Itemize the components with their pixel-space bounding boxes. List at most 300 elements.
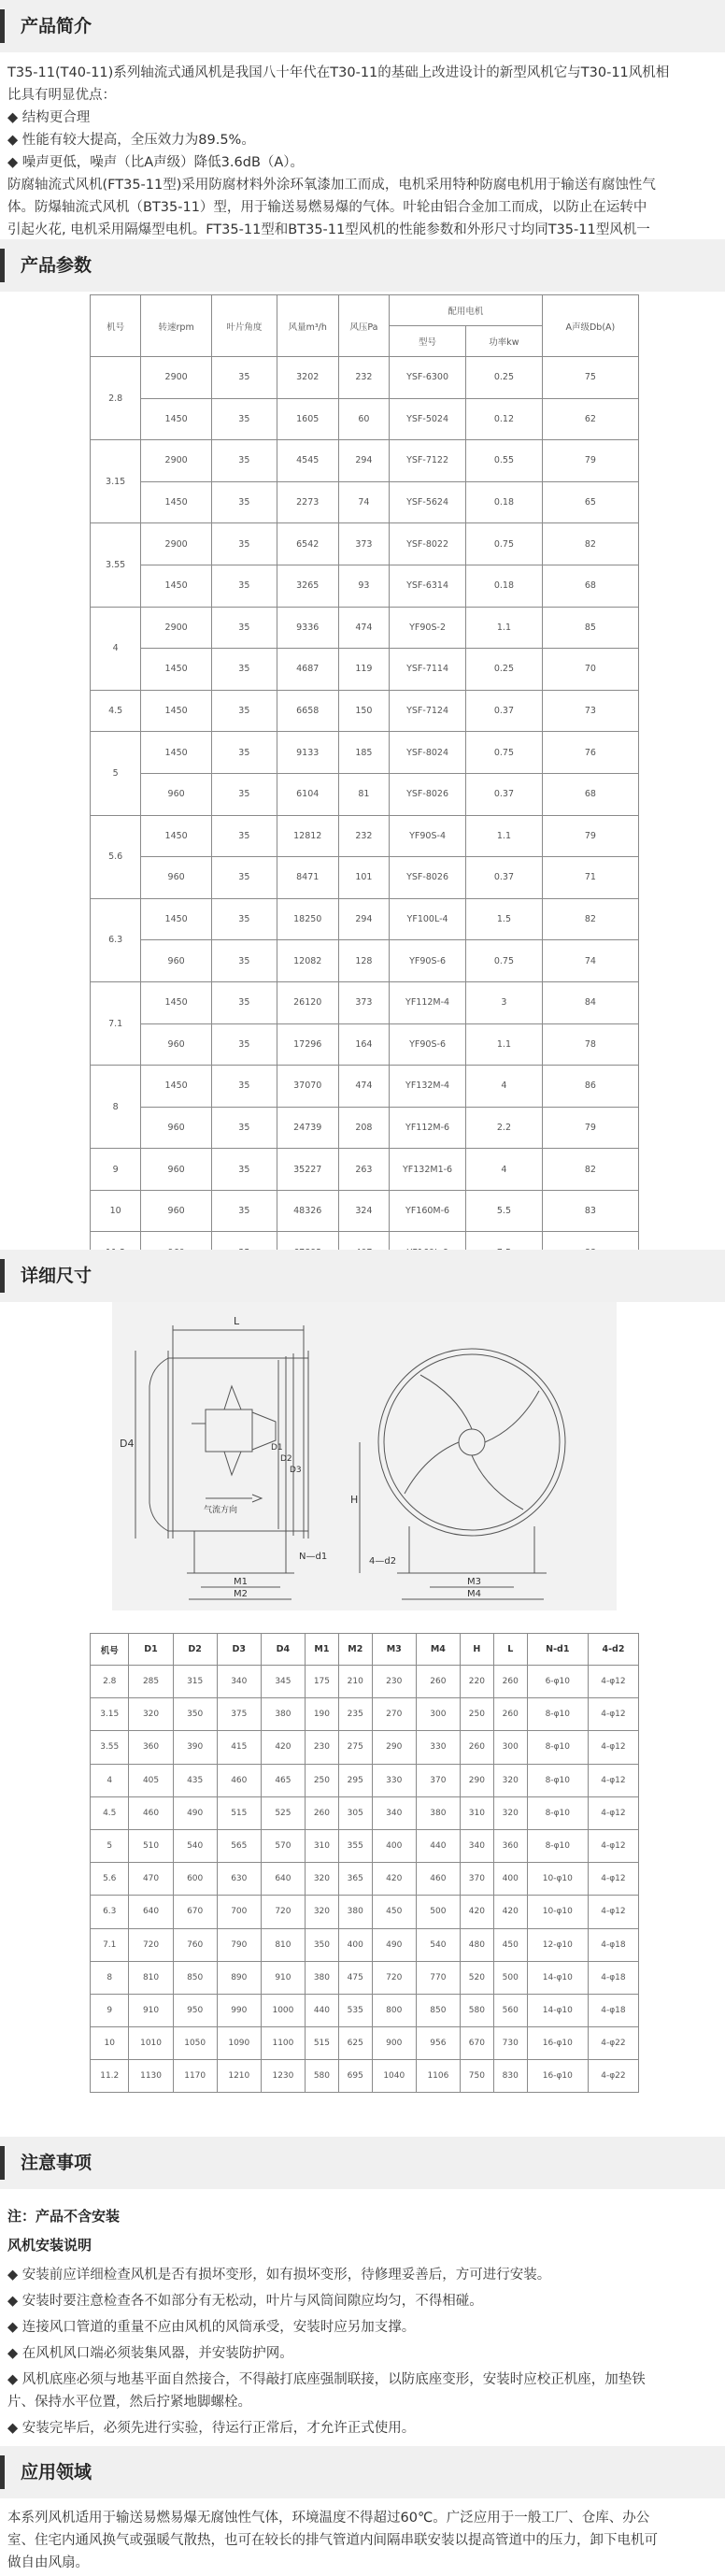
dim-label: N—d1 — [299, 1552, 328, 1562]
dim-label: D3 — [290, 1466, 302, 1475]
table-cell: 1450 — [141, 1066, 212, 1108]
table-cell: 515 — [305, 2027, 338, 2060]
table-cell: 210 — [338, 1666, 372, 1698]
intro-bullet: ◆ 噪声更低，噪声（比A声级）降低3.6dB（A）。 — [7, 155, 305, 170]
table-cell: 2273 — [277, 481, 338, 523]
table-cell: 35 — [212, 357, 277, 399]
table-cell: 35 — [212, 481, 277, 523]
table-cell: 6104 — [277, 773, 338, 815]
table-cell: 2.8 — [91, 1666, 129, 1698]
table-cell: 290 — [460, 1764, 493, 1796]
table-cell: 900 — [372, 2027, 416, 2060]
col-header: A声级Db(A) — [542, 295, 638, 357]
table-cell: 830 — [493, 2060, 527, 2093]
table-cell: 1170 — [173, 2060, 217, 2093]
table-cell: 6658 — [277, 690, 338, 732]
table-cell: 6.3 — [91, 1896, 129, 1928]
table-cell: 1450 — [141, 398, 212, 440]
fan-dimension-drawing — [112, 1302, 617, 1610]
table-cell: 910 — [261, 1961, 305, 1994]
table-cell: 300 — [416, 1698, 460, 1731]
table-row — [91, 690, 639, 732]
table-cell: 4-φ12 — [588, 1796, 638, 1829]
table-cell: 24739 — [277, 1107, 338, 1149]
table-row — [91, 2027, 639, 2060]
table-cell: 260 — [493, 1666, 527, 1698]
table-cell: 35 — [212, 398, 277, 440]
table-cell: 35 — [212, 857, 277, 899]
table-cell: 960 — [141, 857, 212, 899]
table-cell: 0.37 — [466, 690, 543, 732]
table-row — [91, 1107, 639, 1149]
table-cell: 0.12 — [466, 398, 543, 440]
table-cell: 250 — [305, 1764, 338, 1796]
table-cell: 16-φ10 — [527, 2027, 588, 2060]
table-cell: 470 — [129, 1863, 173, 1896]
apps-line: 室、住宅内通风换气或强暖气散热，也可在较长的排气管道内间隔串联安装以提高管道中的压力，卸下电机可 — [7, 2533, 658, 2548]
table-cell: 380 — [305, 1961, 338, 1994]
table-cell: 465 — [261, 1764, 305, 1796]
note-item: ◆ 安装时要注意检查各不如部分有无松动，叶片与风筒间隙应均匀，不得相碰。 — [7, 2294, 483, 2309]
table-cell: 600 — [173, 1863, 217, 1896]
intro-bullet: ◆ 性能有较大提高，全压效力为89.5%。 — [7, 133, 255, 148]
col-header: 型号 — [389, 326, 465, 357]
table-cell: 8-φ10 — [527, 1698, 588, 1731]
table-cell: 1130 — [129, 2060, 173, 2093]
table-row — [91, 1666, 639, 1698]
table-row — [91, 1961, 639, 1994]
table-cell: 185 — [338, 732, 389, 774]
table-cell: 760 — [173, 1928, 217, 1961]
table-cell: 350 — [305, 1928, 338, 1961]
table-cell: YSF-5024 — [389, 398, 465, 440]
table-cell: 7.1 — [91, 981, 141, 1065]
table-cell: 960 — [141, 1107, 212, 1149]
col-header: 叶片角度 — [212, 295, 277, 357]
table-row — [91, 1896, 639, 1928]
table-cell: 35 — [212, 690, 277, 732]
table-cell: 500 — [493, 1961, 527, 1994]
table-cell: 960 — [141, 1023, 212, 1066]
table-row — [91, 607, 639, 649]
col-header: D1 — [129, 1634, 173, 1666]
table-cell: 475 — [338, 1961, 372, 1994]
table-cell: 12082 — [277, 940, 338, 982]
table-cell: 232 — [338, 815, 389, 857]
table-cell: 190 — [305, 1698, 338, 1731]
table-cell: 35 — [212, 1023, 277, 1066]
table-cell: 340 — [372, 1796, 416, 1829]
table-cell: 1450 — [141, 565, 212, 607]
table-cell: 71 — [542, 857, 638, 899]
table-cell: 12-φ10 — [527, 1928, 588, 1961]
table-cell: 420 — [261, 1731, 305, 1764]
table-row — [91, 1994, 639, 2026]
table-cell: 630 — [217, 1863, 261, 1896]
table-cell: 2900 — [141, 440, 212, 482]
table-cell: 260 — [460, 1731, 493, 1764]
col-header: M3 — [372, 1634, 416, 1666]
table-row — [91, 940, 639, 982]
table-cell: 330 — [372, 1764, 416, 1796]
table-cell: 640 — [261, 1863, 305, 1896]
table-cell: 535 — [338, 1994, 372, 2026]
col-header: D3 — [217, 1634, 261, 1666]
table-cell: 960 — [141, 1149, 212, 1191]
table-cell: 35 — [212, 815, 277, 857]
table-row — [91, 1023, 639, 1066]
table-cell: 4-φ18 — [588, 1994, 638, 2026]
table-cell: 4-φ18 — [588, 1928, 638, 1961]
table-cell: 8471 — [277, 857, 338, 899]
table-cell: 510 — [129, 1829, 173, 1862]
table-cell: 460 — [217, 1764, 261, 1796]
table-cell: 670 — [173, 1896, 217, 1928]
table-cell: 400 — [372, 1829, 416, 1862]
table-cell: 14-φ10 — [527, 1994, 588, 2026]
table-cell: 4 — [466, 1149, 543, 1191]
table-cell: 75 — [542, 357, 638, 399]
table-cell: 340 — [217, 1666, 261, 1698]
section-title-apps: 应用领域 — [21, 2462, 92, 2483]
table-cell: YSF-6300 — [389, 357, 465, 399]
table-row — [91, 649, 639, 691]
table-cell: 960 — [141, 940, 212, 982]
table-row — [91, 357, 639, 399]
table-cell: 1230 — [261, 2060, 305, 2093]
table-cell: 74 — [338, 481, 389, 523]
table-cell: 260 — [493, 1698, 527, 1731]
table-cell: 8-φ10 — [527, 1829, 588, 1862]
table-cell: 1010 — [129, 2027, 173, 2060]
note-item: ◆ 连接风口管道的重量不应由风机的风筒承受，安装时应另加支撑。 — [7, 2320, 416, 2335]
table-cell: 65 — [542, 481, 638, 523]
table-cell: 0.37 — [466, 773, 543, 815]
table-cell: 810 — [261, 1928, 305, 1961]
table-cell: 208 — [338, 1107, 389, 1149]
table-row — [91, 1066, 639, 1108]
table-cell: 26120 — [277, 981, 338, 1023]
table-cell: 9 — [91, 1149, 141, 1191]
col-header: D4 — [261, 1634, 305, 1666]
table-cell: 10 — [91, 2027, 129, 2060]
table-row — [91, 2060, 639, 2093]
table-cell: 1.1 — [466, 815, 543, 857]
apps-line: 本系列风机适用于输送易燃易爆无腐蚀性气体，环境温度不得超过60℃。广泛应用于一般工厂、仓库、办公 — [7, 2511, 650, 2526]
table-cell: 74 — [542, 940, 638, 982]
table-cell: 560 — [493, 1994, 527, 2026]
table-cell: YSF-7114 — [389, 649, 465, 691]
table-cell: 4-φ18 — [588, 1961, 638, 1994]
table-cell: 415 — [217, 1731, 261, 1764]
table-cell: 420 — [493, 1896, 527, 1928]
table-cell: 9336 — [277, 607, 338, 649]
table-cell: 1.1 — [466, 1023, 543, 1066]
table-row — [91, 1863, 639, 1896]
col-header: D2 — [173, 1634, 217, 1666]
table-cell: 315 — [173, 1666, 217, 1698]
table-cell: 305 — [338, 1796, 372, 1829]
section-title-intro: 产品简介 — [21, 16, 92, 36]
table-cell: 400 — [338, 1928, 372, 1961]
table-cell: 355 — [338, 1829, 372, 1862]
section-header-bar — [0, 9, 5, 43]
section-header-intro — [0, 0, 725, 52]
table-cell: 260 — [305, 1796, 338, 1829]
table-cell: 68 — [542, 565, 638, 607]
table-cell: 0.25 — [466, 649, 543, 691]
notes-subtitle: 风机安装说明 — [7, 2237, 92, 2254]
section-header-bar — [0, 249, 5, 282]
dim-label: D4 — [120, 1438, 135, 1450]
table-cell: 324 — [338, 1190, 389, 1232]
table-row — [91, 1928, 639, 1961]
table-cell: 295 — [338, 1764, 372, 1796]
table-cell: 0.37 — [466, 857, 543, 899]
col-header: H — [460, 1634, 493, 1666]
table-cell: 14-φ10 — [527, 1961, 588, 1994]
table-cell: 4-φ12 — [588, 1829, 638, 1862]
table-cell: 4-φ12 — [588, 1764, 638, 1796]
table-cell: 81 — [338, 773, 389, 815]
table-cell: 730 — [493, 2027, 527, 2060]
table-cell: 3.15 — [91, 1698, 129, 1731]
table-cell: 35 — [212, 981, 277, 1023]
table-cell: 460 — [129, 1796, 173, 1829]
table-cell: 9 — [91, 1994, 129, 2026]
table-cell: 8-φ10 — [527, 1731, 588, 1764]
note-item: ◆ 安装前应详细检查风机是否有损坏变形，如有损坏变形，待修理妥善后，方可进行安装。 — [7, 2268, 551, 2283]
col-header: 4-d2 — [588, 1634, 638, 1666]
table-cell: 294 — [338, 440, 389, 482]
table-cell: 35 — [212, 523, 277, 565]
table-cell: 750 — [460, 2060, 493, 2093]
table-cell: 35 — [212, 898, 277, 940]
table-cell: 5.5 — [466, 1190, 543, 1232]
table-cell: 1450 — [141, 481, 212, 523]
table-cell: 720 — [372, 1961, 416, 1994]
table-row — [91, 481, 639, 523]
table-cell: 790 — [217, 1928, 261, 1961]
table-cell: 440 — [305, 1994, 338, 2026]
table-cell: 320 — [305, 1863, 338, 1896]
table-cell: YF132M-4 — [389, 1066, 465, 1108]
table-cell: YSF-8024 — [389, 732, 465, 774]
table-cell: YF160M-6 — [389, 1190, 465, 1232]
table-cell: 4-φ12 — [588, 1698, 638, 1731]
intro-line: T35-11(T40-11)系列轴流式通风机是我国八十年代在T30-11的基础上改进设计的新型风机它与T30-11风机相 — [7, 65, 670, 80]
dim-label: 4—d2 — [369, 1556, 397, 1567]
table-cell: 175 — [305, 1666, 338, 1698]
note-item: ◆ 风机底座必须与地基平面自然接合，不得敲打底座强制联接，以防底座变形，安装时应校正机座，加垫铁 — [7, 2372, 646, 2387]
table-cell: 360 — [493, 1829, 527, 1862]
table-row — [91, 1149, 639, 1191]
table-cell: 10-φ10 — [527, 1863, 588, 1896]
table-cell: 2.2 — [466, 1107, 543, 1149]
table-cell: YSF-7124 — [389, 690, 465, 732]
table-cell: 294 — [338, 898, 389, 940]
notes-subtitle: 注：产品不含安装 — [7, 2208, 121, 2225]
table-cell: 10 — [91, 1190, 141, 1232]
table-cell: 910 — [129, 1994, 173, 2026]
dim-label: D1 — [271, 1443, 283, 1453]
table-cell: 6.3 — [91, 898, 141, 981]
col-header: 机号 — [91, 1634, 129, 1666]
table-cell: 35 — [212, 1149, 277, 1191]
table-cell: 68 — [542, 773, 638, 815]
table-cell: 1050 — [173, 2027, 217, 2060]
table-cell: 380 — [416, 1796, 460, 1829]
table-cell: 640 — [129, 1896, 173, 1928]
table-cell: 35 — [212, 649, 277, 691]
col-header: M2 — [338, 1634, 372, 1666]
table-cell: 1605 — [277, 398, 338, 440]
table-cell: 275 — [338, 1731, 372, 1764]
table-cell: 1210 — [217, 2060, 261, 2093]
table-cell: 235 — [338, 1698, 372, 1731]
table-cell: 285 — [129, 1666, 173, 1698]
table-cell: 0.25 — [466, 357, 543, 399]
table-cell: 8 — [91, 1961, 129, 1994]
table-cell: YSF-8026 — [389, 857, 465, 899]
table-cell: 3265 — [277, 565, 338, 607]
dim-label: H — [350, 1494, 359, 1506]
table-cell: 4545 — [277, 440, 338, 482]
table-cell: 250 — [460, 1698, 493, 1731]
table-cell: 1450 — [141, 981, 212, 1023]
table-cell: 10-φ10 — [527, 1896, 588, 1928]
table-cell: 82 — [542, 523, 638, 565]
table-cell: 4-φ22 — [588, 2027, 638, 2060]
table-cell: 35 — [212, 1190, 277, 1232]
table-cell: 1450 — [141, 649, 212, 691]
table-cell: 2900 — [141, 523, 212, 565]
table-row — [91, 440, 639, 482]
table-cell: 800 — [372, 1994, 416, 2026]
col-header: L — [493, 1634, 527, 1666]
table-cell: 400 — [493, 1863, 527, 1896]
table-row — [91, 398, 639, 440]
dims-table — [90, 1633, 639, 2093]
table-cell: YF100L-4 — [389, 898, 465, 940]
table-row — [91, 981, 639, 1023]
table-cell: 4-φ12 — [588, 1666, 638, 1698]
table-cell: 18250 — [277, 898, 338, 940]
table-cell: 474 — [338, 1066, 389, 1108]
table-cell: 373 — [338, 981, 389, 1023]
table-cell: 260 — [416, 1666, 460, 1698]
table-cell: 1450 — [141, 815, 212, 857]
table-cell: 4 — [91, 1764, 129, 1796]
table-cell: 1040 — [372, 2060, 416, 2093]
table-cell: 3202 — [277, 357, 338, 399]
table-cell: 1000 — [261, 1994, 305, 2026]
table-cell: 119 — [338, 649, 389, 691]
table-row — [91, 1829, 639, 1862]
section-title-dims: 详细尺寸 — [21, 1266, 92, 1286]
table-cell: 405 — [129, 1764, 173, 1796]
table-cell: 360 — [129, 1731, 173, 1764]
table-cell: YSF-6314 — [389, 565, 465, 607]
table-cell: 380 — [338, 1896, 372, 1928]
table-cell: YF112M-4 — [389, 981, 465, 1023]
table-cell: 330 — [416, 1731, 460, 1764]
section-title-params: 产品参数 — [21, 255, 92, 276]
params-table — [90, 294, 639, 1274]
table-cell: 35227 — [277, 1149, 338, 1191]
intro-line: 引起火花, 电机采用隔爆型电机。FT35-11型和BT35-11型风机的性能参数和外形尺寸均同T35-11型风机一 — [7, 222, 650, 237]
table-cell: 4.5 — [91, 690, 141, 732]
table-cell: YF112M-6 — [389, 1107, 465, 1149]
table-cell: YF132M1-6 — [389, 1149, 465, 1191]
table-cell: 570 — [261, 1829, 305, 1862]
table-cell: 4-φ12 — [588, 1731, 638, 1764]
table-cell: 770 — [416, 1961, 460, 1994]
dim-label: M1 — [234, 1577, 248, 1587]
dim-label: M4 — [467, 1589, 481, 1599]
table-cell: 390 — [173, 1731, 217, 1764]
col-header: 风压Pa — [338, 295, 389, 357]
table-cell: 700 — [217, 1896, 261, 1928]
intro-line: 防腐轴流式风机(FT35-11型)采用防腐材料外涂环氧漆加工而成，电机采用特种防腐电机用于输送有腐蚀性气 — [7, 178, 656, 193]
table-cell: 490 — [173, 1796, 217, 1829]
table-row — [91, 732, 639, 774]
table-cell: 956 — [416, 2027, 460, 2060]
apps-line: 做自由风扇。 — [7, 2555, 89, 2570]
table-cell: 230 — [372, 1666, 416, 1698]
table-cell: 230 — [305, 1731, 338, 1764]
table-cell: 500 — [416, 1896, 460, 1928]
section-header-bar — [0, 1259, 5, 1293]
table-cell: 6542 — [277, 523, 338, 565]
table-cell: 960 — [141, 1190, 212, 1232]
table-cell: 375 — [217, 1698, 261, 1731]
col-header: 机号 — [91, 295, 141, 357]
col-header: M4 — [416, 1634, 460, 1666]
table-cell: YF90S-2 — [389, 607, 465, 649]
table-cell: 695 — [338, 2060, 372, 2093]
table-cell: 380 — [261, 1698, 305, 1731]
section-header-dims — [0, 1250, 725, 1302]
table-cell: 1450 — [141, 690, 212, 732]
table-cell: 420 — [372, 1863, 416, 1896]
table-cell: 5.6 — [91, 815, 141, 898]
table-cell: YF90S-4 — [389, 815, 465, 857]
table-cell: 1.1 — [466, 607, 543, 649]
table-cell: 4-φ12 — [588, 1863, 638, 1896]
table-cell: YSF-5624 — [389, 481, 465, 523]
table-cell: 1090 — [217, 2027, 261, 2060]
table-cell: 3 — [466, 981, 543, 1023]
table-cell: 320 — [305, 1896, 338, 1928]
section-header-notes — [0, 2137, 725, 2189]
table-row — [91, 815, 639, 857]
table-cell: 0.55 — [466, 440, 543, 482]
table-cell: 345 — [261, 1666, 305, 1698]
table-cell: 450 — [493, 1928, 527, 1961]
intro-bullet: ◆ 结构更合理 — [7, 110, 91, 125]
fan-drawing-svg — [112, 1302, 617, 1610]
col-header: 配用电机 — [389, 295, 542, 326]
table-cell: 3.55 — [91, 523, 141, 607]
table-cell: 86 — [542, 1066, 638, 1108]
table-row — [91, 857, 639, 899]
intro-text — [7, 62, 716, 264]
table-cell: YSF-7122 — [389, 440, 465, 482]
table-cell: 4-φ22 — [588, 2060, 638, 2093]
table-cell: 340 — [460, 1829, 493, 1862]
table-cell: 76 — [542, 732, 638, 774]
